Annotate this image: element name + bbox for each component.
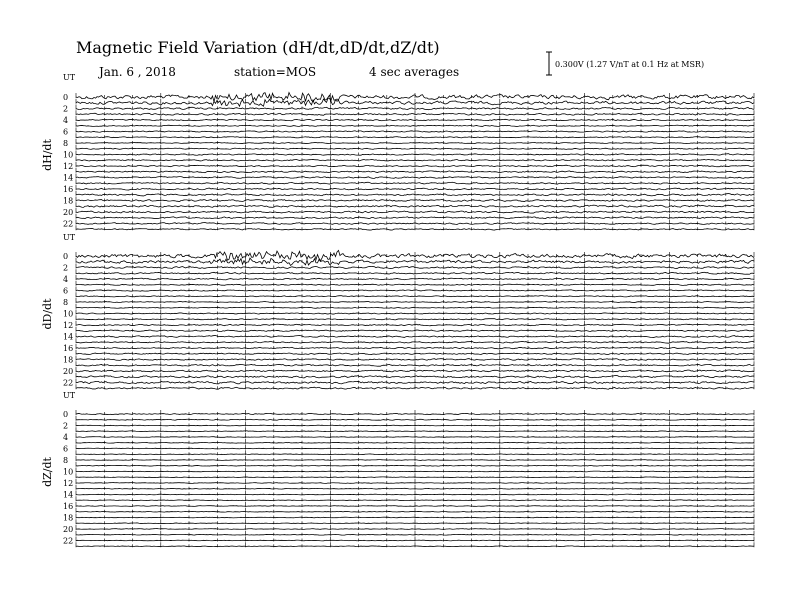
dh-hour-label: 16: [63, 185, 74, 194]
dd-hour-label: 12: [63, 321, 74, 330]
dh-hour-label: 14: [63, 173, 74, 183]
dz-hour-label: 10: [63, 467, 74, 477]
dz-ut-label: UT: [63, 391, 76, 400]
dh-hour-label: 8: [63, 139, 69, 148]
dz-hour-label: 2: [63, 421, 69, 431]
dd-hour-label: 8: [63, 298, 69, 307]
dh-hour-label: 10: [63, 150, 74, 160]
dd-axis-label: dD/dt: [41, 298, 54, 330]
dz-hour-label: 8: [63, 456, 69, 465]
dz-hour-label: 14: [63, 490, 74, 500]
dz-hour-label: 22: [63, 536, 74, 546]
dh-hour-label: 2: [63, 104, 69, 114]
dh-hour-label: 0: [63, 93, 69, 102]
scale-bar-label: 0.300V (1.27 V/nT at 0.1 Hz at MSR): [555, 60, 705, 69]
dh-axis-label: dH/dt: [41, 139, 54, 171]
dz-hour-label: 6: [63, 444, 69, 454]
dd-hour-label: 4: [63, 275, 69, 284]
chart-title: Magnetic Field Variation (dH/dt,dD/dt,dZ/dt): [76, 38, 440, 57]
averages-label: 4 sec averages: [369, 65, 460, 79]
dz-hour-label: 18: [63, 513, 74, 523]
dd-ut-label: UT: [63, 233, 76, 242]
dd-hour-label: 18: [63, 355, 74, 365]
dz-axis-label: dZ/dt: [41, 457, 54, 487]
dd-hour-label: 2: [63, 263, 69, 273]
dh-ut-label: UT: [63, 73, 76, 82]
dz-hour-label: 0: [63, 410, 69, 419]
station-label: station=MOS: [234, 65, 317, 79]
dd-hour-label: 14: [63, 332, 74, 342]
dz-hour-label: 16: [63, 502, 74, 511]
dz-hour-label: 20: [63, 525, 74, 534]
dd-hour-label: 16: [63, 344, 74, 353]
dd-hour-label: 20: [63, 367, 74, 376]
dz-hour-label: 12: [63, 479, 74, 488]
dh-hour-label: 18: [63, 196, 74, 206]
dd-hour-label: 0: [63, 252, 69, 261]
dd-hour-label: 10: [63, 309, 74, 319]
date-label: Jan. 6 , 2018: [99, 65, 176, 79]
dh-hour-label: 20: [63, 208, 74, 217]
dh-hour-label: 22: [63, 219, 74, 229]
dh-hour-label: 6: [63, 127, 69, 137]
dd-hour-label: 22: [63, 378, 74, 388]
dz-hour-label: 4: [63, 433, 69, 442]
dh-hour-label: 12: [63, 162, 74, 171]
dd-hour-label: 6: [63, 286, 69, 296]
dh-hour-label: 4: [63, 116, 69, 125]
